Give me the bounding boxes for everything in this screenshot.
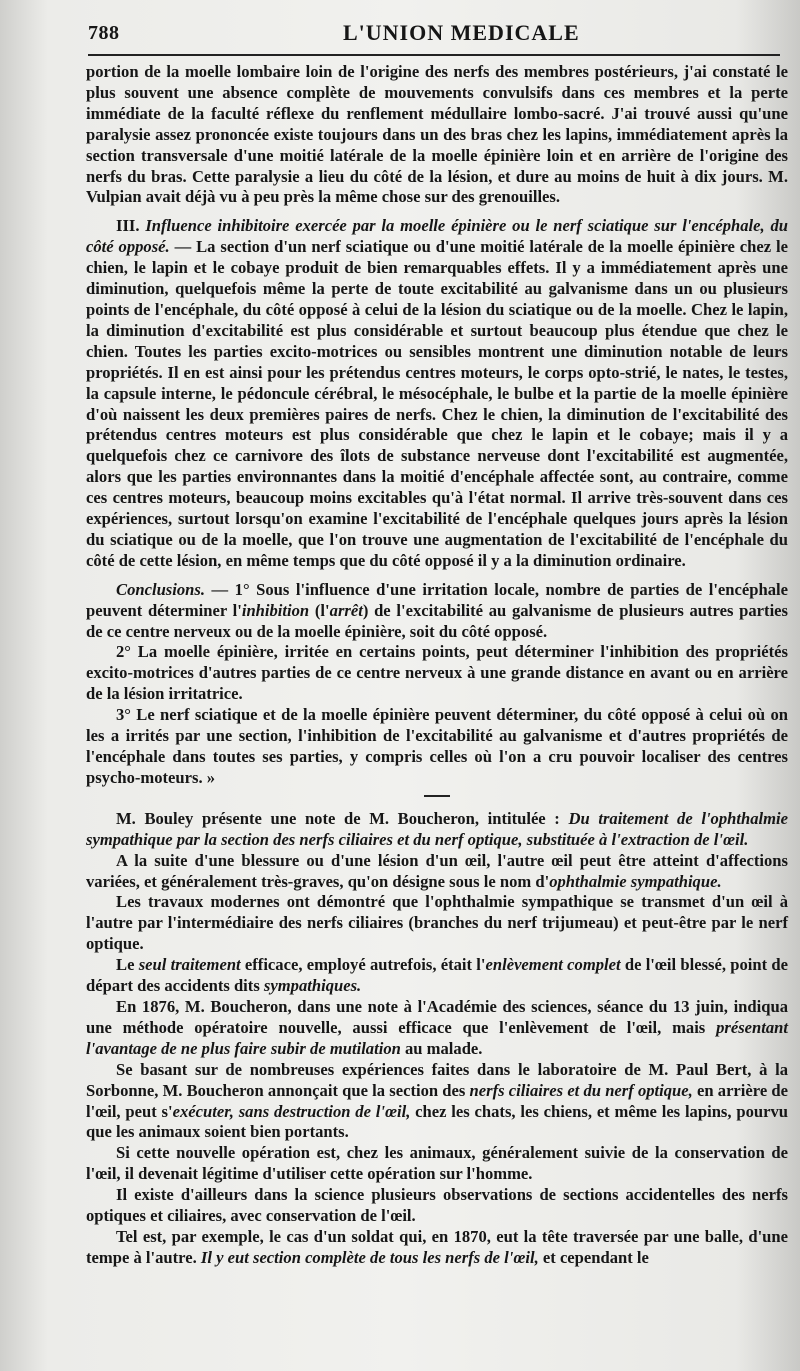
paragraph-traitement [86,955,788,997]
paragraph-conclusion-2 [86,642,788,705]
italic-text: Conclusions. [116,579,205,599]
text-run: Tel est, par exemple, le cas d'un soldat qui, en 1870, eut la tête traversée par une balle, d'une tempe à l'autre. [86,1226,788,1267]
text-run: au malade. [400,1038,483,1058]
italic-text: présentant l'avantage de ne plus faire subir de mutilation [86,1017,788,1058]
text-run: Il existe d'ailleurs dans la science plusieurs observations de sections accidentelles des nerfs optiques et ciliaires, avec conservation de l'œil. [86,1185,788,1226]
section-separator [424,795,450,797]
paragraph-section-iii [86,216,788,571]
text-run: Se basant sur de nombreuses expériences faites dans le laboratoire de M. Paul Bert, à la Sorbonne, M. Boucheron annonçait que la section des [86,1059,788,1100]
text-run: de l'œil blessé, point de départ des accidents dits [86,955,788,996]
paragraph-travaux [86,892,788,955]
paragraph-bouley-note [86,809,788,851]
paragraph-1876 [86,997,788,1060]
paragraph-experiences [86,1060,788,1144]
text-run: 2° La moelle épinière, irritée en certains points, peut déterminer l'inhibition des propriétés excito-motrices d'autres parties de ce centre nerveux à une grande distance en avant ou en arrière de la lésion irritatrice. [86,642,788,704]
text-run: (l' [309,600,330,620]
text-run: En 1876, M. Boucheron, dans une note à l'Académie des sciences, séance du 13 juin, indiqua une méthode opératoire nouvelle, aussi efficace que l'enlèvement de l'œil, mais [86,996,788,1037]
text-run: Si cette nouvelle opération est, chez les animaux, généralement suivie de la conservation de l'œil, il devenait légitime d'utiliser cette opération sur l'homme. [86,1143,788,1184]
page-number: 788 [88,22,120,44]
text-run: Les travaux modernes ont démontré que l'ophthalmie sympathique se transmet d'un œil à l'autre par l'intermédiaire des nerfs ciliaires (branches du nerf trijumeau) et peut-être par le nerf optique. [86,892,788,954]
text-run: — La section d'un nerf sciatique ou d'une moitié latérale de la moelle épinière chez le chien, le lapin et le cobaye produit de bien remarquables effets. Il y a immédiatement après une diminution, quelquefois même la perte de toute excitabilité au galvanisme dans un ou plusieurs points de l'encéphale, du côté opposé à celui de la lésion du sciatique ou de la moelle. Chez le lapin, la diminution d'excitabilité est plus considérable et surtout beaucoup plus étendue que chez le chien. Toutes les parties excito-motrices ou sensibles montrent une diminution notable de leurs propriétés. Il en est ainsi pour les prétendus centres moteurs, le corps opto-strié, le nates, le testes, la capsule interne, le pédoncule cérébral, le mésocéphale, le bulbe et la partie de la moelle épinière d'où naissent les deux premières paires de nerfs. Chez le chien, la diminution de l'excitabilité des prétendus centres moteurs est plus considérable que chez le lapin et le cobaye; mais il y a quelquefois chez ce carnivore des îlots de substance nerveuse dont l'excitabilité est augmentée, alors que les parties environnantes dans la moitié d'encéphale affectée sont, au contraire, comme ces centres moteurs, beaucoup moins excitables qu'à l'état normal. Il arrive très-souvent dans ces expériences, surtout lorsqu'on examine l'excitabilité de l'encéphale quelques jours après la lésion du sciatique ou de la moelle, que l'on trouve une augmentation de l'excitabilité de l'encéphale du côté de cette lésion, en même temps que du côté opposé il y a la diminution ordinaire. [86,237,788,570]
paragraph-1 [86,62,788,208]
text-run: Le [116,955,139,975]
text-run: et cependant le [538,1247,649,1267]
paragraph-observations [86,1185,788,1227]
paragraph-ophthalmie [86,851,788,893]
italic-text: arrêt [329,600,363,620]
italic-text: ophthalmie sympathique. [549,871,722,891]
text-run: efficace, employé autrefois, était l' [240,955,486,975]
text-run: — 1° Sous l'influence d'une irritation locale, nombre de parties de l'encéphale peuvent déterminer l' [86,579,788,620]
italic-text: sympathiques. [263,976,362,996]
text-run: portion de la moelle lombaire loin de l'origine des nerfs des membres postérieurs, j'ai constaté le plus souvent une absence complète de mouvements convulsifs dans ces membres et la perte immédiate de la faculté réflexe du renflement médullaire lombo-sacré. J'ai trouvé aussi qu'une paralysie assez prononcée existe toujours dans un des bras chez les lapins, immédiatement après la section transversale d'une moitié latérale de la moelle épinière loin et en arrière de l'origine des nerfs du bras. Cette paralysie a lieu du côté de la lésion, et dure au moins de huit à dix jours. M. Vulpian avait déjà vu à peu près la même chose sur des grenouilles. [86,62,788,207]
paragraph-operation [86,1143,788,1185]
text-run: III. [116,216,146,236]
text-run: chez les chats, les chiens, et même les lapins, pourvu que les animaux soient bien portants. [86,1101,788,1142]
header-rule [88,54,780,56]
running-header [88,18,770,46]
running-title: L'UNION MEDICALE [343,20,580,45]
paragraph-conclusion-3 [86,705,788,789]
italic-text: seul traitement [138,955,241,975]
italic-text: Du traitement de l'ophthalmie sympathique par la section des nerfs ciliaires et du nerf optique, substituée à l'extraction de l'œil. [86,808,789,849]
text-run: M. Bouley présente une note de M. Boucheron, intitulée : [116,808,569,828]
italic-text: nerfs ciliaires et du nerf optique, [469,1080,693,1100]
text-run: ) de l'excitabilité au galvanisme de plusieurs autres parties de ce centre nerveux ou de la moelle épinière, soit du côté opposé. [86,600,788,641]
text-run: 3° Le nerf sciatique et de la moelle épinière peuvent déterminer, du côté opposé à celui où on les a irrités par une section, l'inhibition de l'excitabilité au galvanisme et d'autres propriétés de l'encéphale dans toutes ses parties, y compris celles où l'on a cru pouvoir localiser des centres psycho-moteurs. » [86,705,788,787]
text-run: en arrière de l'œil, peut s' [86,1080,788,1121]
text-run: A la suite d'une blessure ou d'une lésion d'un œil, l'autre œil peut être atteint d'affections variées, et généralement très-graves, qu'on désigne sous le nom d' [86,850,788,891]
paragraph-soldat [86,1227,788,1269]
italic-text: exécuter, sans destruction de l'œil, [172,1101,411,1121]
italic-text: Il y eut section complète de tous les nerfs de l'œil, [200,1247,539,1267]
paragraph-conclusions [86,580,788,643]
italic-text: enlèvement complet [485,955,621,975]
italic-text: Influence inhibitoire exercée par la moelle épinière ou le nerf sciatique sur l'encéphale, du côté opposé. [86,216,789,257]
italic-text: inhibition [241,600,310,620]
body-text [86,62,788,1269]
